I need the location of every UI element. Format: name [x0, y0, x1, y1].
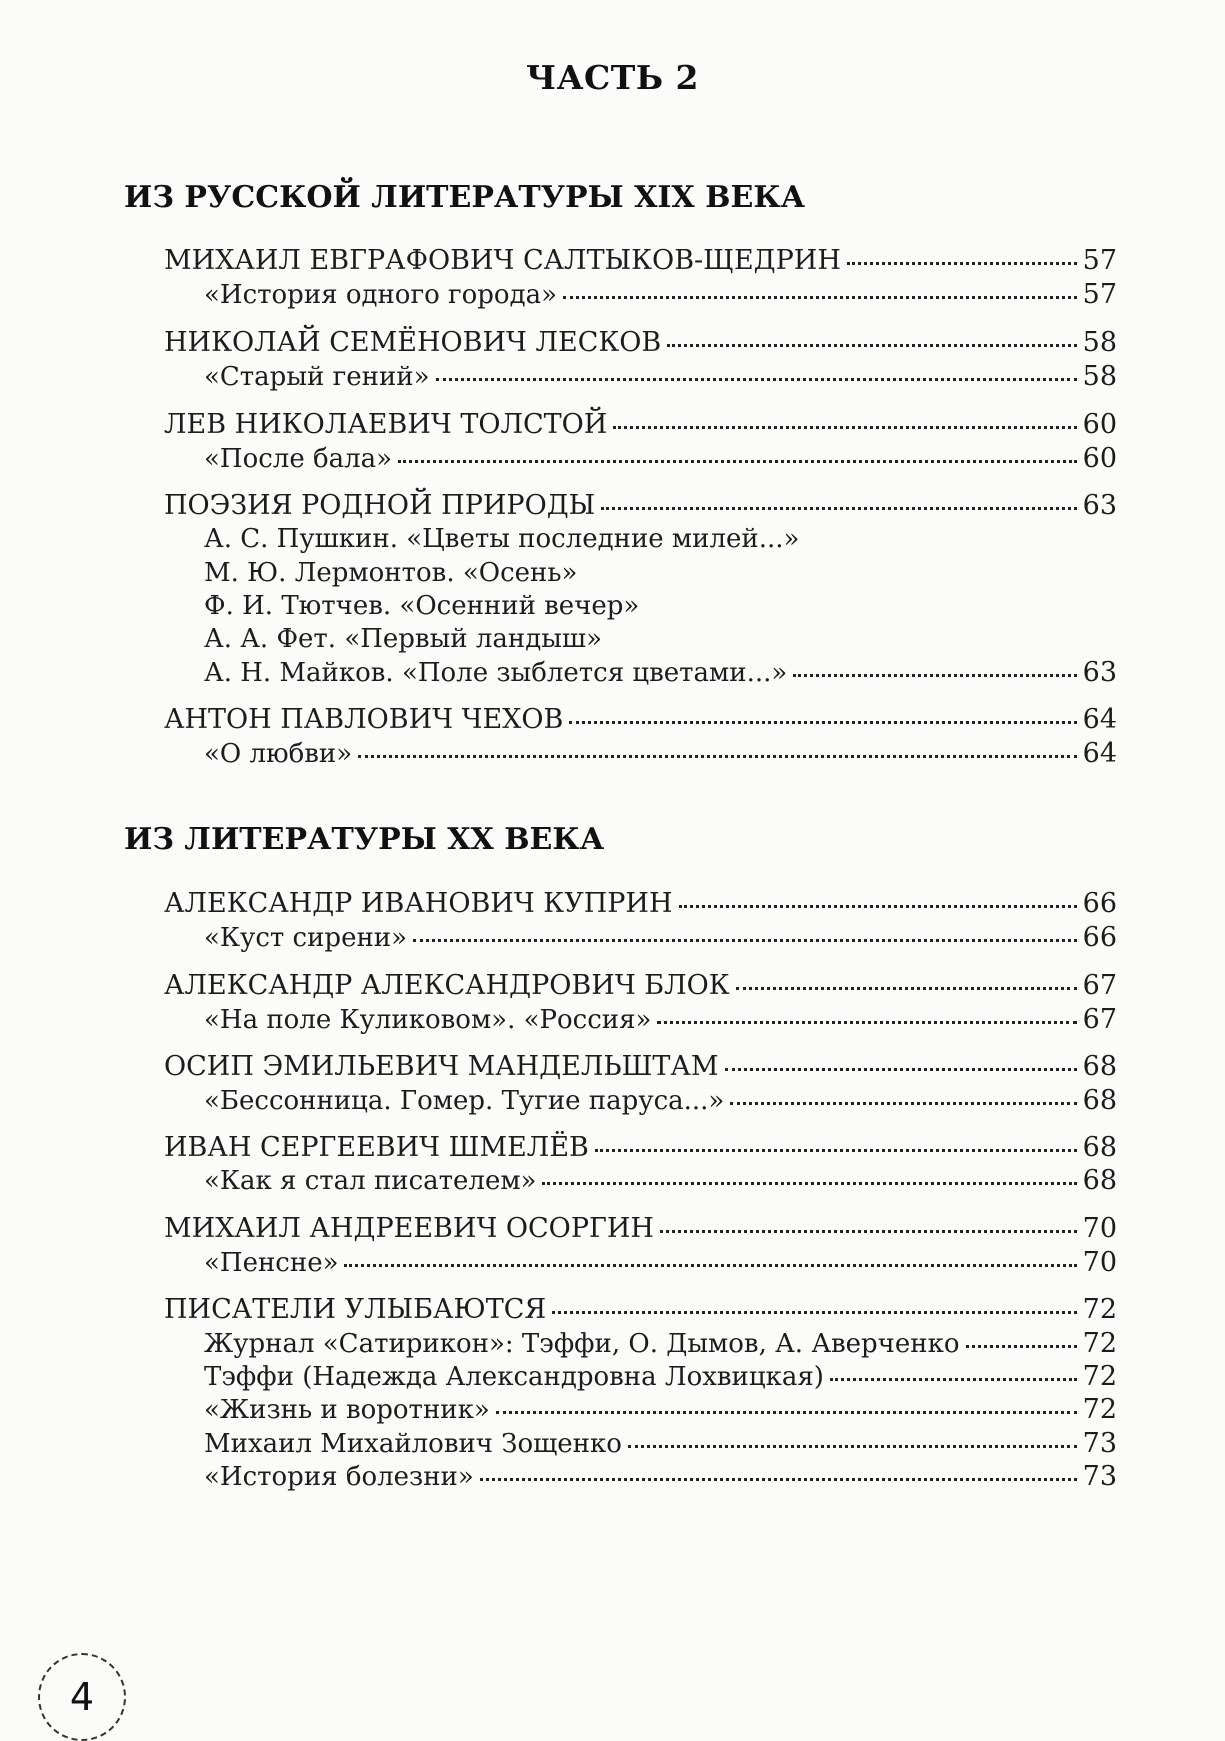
toc-author-title: ОСИП ЭМИЛЬЕВИЧ МАНДЕЛЬШТАМ: [164, 1051, 719, 1082]
toc-work-title: «Жизнь и воротник»: [204, 1395, 490, 1425]
toc-page-number: 68: [1082, 1132, 1117, 1163]
dot-leader: [667, 338, 1076, 347]
toc-entry: [204, 1327, 1117, 1363]
toc-page-number: 64: [1082, 704, 1117, 735]
toc-work-title: «После бала»: [204, 444, 393, 474]
toc-page-number: 66: [1082, 922, 1117, 953]
toc-entry: [204, 1393, 1117, 1429]
dot-leader: [569, 715, 1076, 724]
toc-entry: [204, 622, 1117, 658]
dot-leader: [830, 1372, 1077, 1381]
toc-work-title: А. С. Пушкин. «Цветы последние милей...»: [204, 524, 800, 554]
dot-leader: [480, 1472, 1077, 1481]
toc-work-title: Ф. И. Тютчев. «Осенний вечер»: [204, 591, 640, 621]
toc-work-title: М. Ю. Лермонтов. «Осень»: [204, 558, 578, 588]
toc-page-number: 70: [1082, 1213, 1117, 1244]
toc-page-number: 58: [1082, 361, 1117, 392]
toc-page-number: 68: [1082, 1165, 1117, 1196]
toc-work-title: «История одного города»: [204, 280, 557, 310]
dot-leader: [725, 1062, 1077, 1071]
toc-page-number: 72: [1082, 1328, 1117, 1359]
toc-page-number: 73: [1082, 1428, 1117, 1459]
dot-leader: [552, 1305, 1076, 1314]
toc-entry: [164, 1131, 1117, 1167]
dot-leader: [966, 1339, 1077, 1348]
toc-work-title: «Куст сирени»: [204, 923, 408, 953]
dot-leader: [847, 256, 1077, 265]
toc-entry: [204, 442, 1117, 478]
toc-author-title: АНТОН ПАВЛОВИЧ ЧЕХОВ: [164, 704, 564, 735]
toc-entry: [204, 1246, 1117, 1282]
dot-leader: [436, 372, 1077, 381]
toc-work-title: Журнал «Сатирикон»: Тэффи, О. Дымов, А. Аверченко: [204, 1329, 960, 1359]
toc-entry: [164, 1293, 1117, 1329]
toc-page-number: 66: [1082, 888, 1117, 919]
toc-entry: [164, 326, 1117, 362]
toc-work-title: «Старый гений»: [204, 362, 430, 392]
toc-author-title: НИКОЛАЙ СЕМЁНОВИЧ ЛЕСКОВ: [164, 327, 662, 358]
toc-entry: [204, 1003, 1117, 1039]
toc-entry: [204, 522, 1117, 558]
toc-author-title: АЛЕКСАНДР АЛЕКСАНДРОВИЧ БЛОК: [164, 970, 730, 1001]
toc-work-title: «Пенсне»: [204, 1248, 339, 1278]
toc-author-title: АЛЕКСАНДР ИВАНОВИЧ КУПРИН: [164, 888, 673, 919]
toc-entry: [204, 1460, 1117, 1496]
toc-page-number: 57: [1082, 279, 1117, 310]
toc-author-title: ЛЕВ НИКОЛАЕВИЧ ТОЛСТОЙ: [164, 409, 608, 440]
toc-work-title: «Бессонница. Гомер. Тугие паруса...»: [204, 1086, 725, 1116]
toc-author-title: МИХАИЛ АНДРЕЕВИЧ ОСОРГИН: [164, 1213, 654, 1244]
toc-page-number: 67: [1082, 970, 1117, 1001]
toc-page-number: 63: [1082, 490, 1117, 521]
toc-work-title: А. Н. Майков. «Поле зыблется цветами...»: [204, 658, 788, 688]
toc-author-title: ПИСАТЕЛИ УЛЫБАЮТСЯ: [164, 1294, 547, 1325]
toc-author-title: МИХАИЛ ЕВГРАФОВИЧ САЛТЫКОВ-ЩЕДРИН: [164, 245, 841, 276]
toc-page-number: 67: [1082, 1004, 1117, 1035]
toc-page-number: 68: [1082, 1051, 1117, 1082]
toc-author-title: ИВАН СЕРГЕЕВИЧ ШМЕЛЁВ: [164, 1132, 589, 1163]
toc-work-title: А. А. Фет. «Первый ландыш»: [204, 624, 602, 654]
toc-work-title: Михаил Михайлович Зощенко: [204, 1429, 622, 1459]
toc-entry: [164, 887, 1117, 923]
section-title-xx: ИЗ ЛИТЕРАТУРЫ XX ВЕКА: [124, 822, 605, 857]
toc-page-number: 58: [1082, 327, 1117, 358]
section-title-xix: ИЗ РУССКОЙ ЛИТЕРАТУРЫ XIX ВЕКА: [124, 180, 806, 215]
toc-entry: [204, 360, 1117, 396]
toc-entry: [164, 1212, 1117, 1248]
toc-author-title: ПОЭЗИЯ РОДНОЙ ПРИРОДЫ: [164, 490, 596, 521]
toc-entry: [204, 1084, 1117, 1120]
dot-leader: [657, 1015, 1076, 1024]
toc-page-number: 57: [1082, 245, 1117, 276]
dot-leader: [344, 1258, 1076, 1267]
toc-entry: [164, 244, 1117, 280]
toc-page-number: 68: [1082, 1085, 1117, 1116]
toc-entry: [164, 703, 1117, 739]
toc-entry: [204, 1360, 1117, 1396]
dot-leader: [805, 537, 1111, 543]
dot-leader: [496, 1405, 1077, 1414]
dot-leader: [595, 1143, 1077, 1152]
toc-work-title: «Как я стал писателем»: [204, 1166, 537, 1196]
toc-entry: [204, 278, 1117, 314]
toc-entry: [204, 737, 1117, 773]
toc-page-number: 64: [1082, 738, 1117, 769]
dot-leader: [730, 1096, 1076, 1105]
toc-entry: [204, 921, 1117, 957]
toc-entry: [204, 1427, 1117, 1463]
part-title: ЧАСТЬ 2: [525, 58, 699, 97]
toc-entry: [204, 1164, 1117, 1200]
toc-entry: [204, 589, 1117, 625]
toc-work-title: «На поле Куликовом». «Россия»: [204, 1005, 652, 1035]
dot-leader: [413, 933, 1077, 942]
toc-page-number: 60: [1082, 443, 1117, 474]
toc-page-number: 72: [1082, 1361, 1117, 1392]
dot-leader: [679, 899, 1077, 908]
toc-work-title: «История болезни»: [204, 1462, 474, 1492]
toc-page-number: 72: [1082, 1394, 1117, 1425]
toc-page-number: 73: [1082, 1461, 1117, 1492]
toc-page-number: 72: [1082, 1294, 1117, 1325]
page-number-badge: [38, 1653, 126, 1741]
dot-leader: [563, 290, 1077, 299]
dot-leader: [736, 981, 1077, 990]
toc-entry: [164, 969, 1117, 1005]
toc-entry: [204, 556, 1117, 592]
toc-entry: [164, 489, 1117, 525]
page-number: 4: [69, 1675, 95, 1719]
toc-page-number: 60: [1082, 409, 1117, 440]
dot-leader: [583, 571, 1111, 577]
toc-page-number: 63: [1082, 657, 1117, 688]
toc-entry: [164, 1050, 1117, 1086]
dot-leader: [608, 637, 1111, 643]
toc-page-number: 70: [1082, 1247, 1117, 1278]
dot-leader: [542, 1176, 1076, 1185]
toc-work-title: «О любви»: [204, 739, 353, 769]
dot-leader: [613, 420, 1076, 429]
dot-leader: [660, 1224, 1077, 1233]
dot-leader: [358, 749, 1076, 758]
dot-leader: [628, 1439, 1077, 1448]
toc-entry: [164, 408, 1117, 444]
toc-work-title: Тэффи (Надежда Александровна Лохвицкая): [204, 1362, 824, 1392]
dot-leader: [793, 668, 1076, 677]
dot-leader: [645, 604, 1111, 610]
toc-entry: [204, 656, 1117, 692]
dot-leader: [601, 501, 1076, 510]
dot-leader: [398, 454, 1077, 463]
